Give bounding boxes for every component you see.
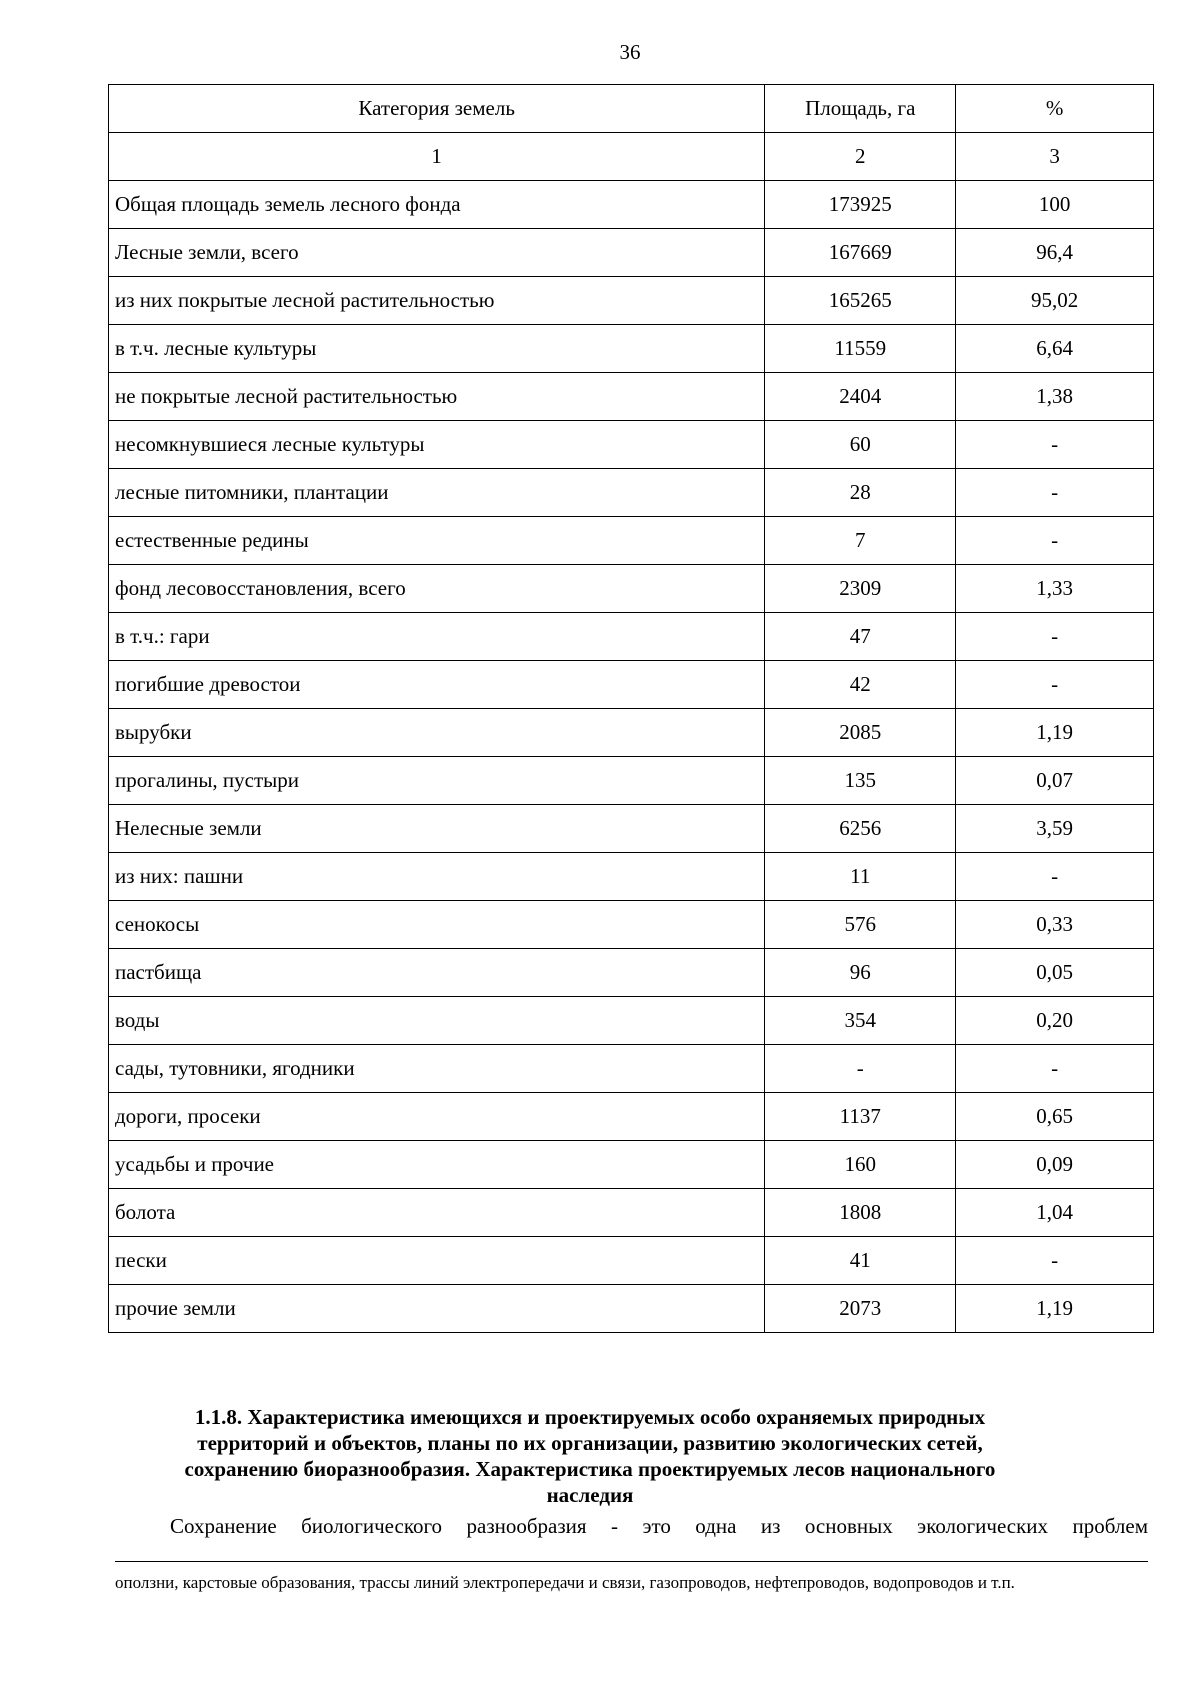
cell-category: вырубки: [109, 709, 765, 757]
table-row: [109, 661, 1154, 709]
footnote-text: оползни, карстовые образования, трассы линий электропередачи и связи, газопроводов, нефтепроводов, водопроводов и т.п.: [115, 1573, 1015, 1592]
cell-category: в т.ч.: гари: [109, 613, 765, 661]
table-row: [109, 1189, 1154, 1237]
cell-area: 11: [765, 853, 956, 901]
section-heading: 1.1.8. Характеристика имеющихся и проектируемых особо охраняемых природных территорий и объектов, планы по их организации, развитию экологических сетей, сохранению биоразнообразия. Характеристика проектируемых лесов национального наследия: [184, 1405, 996, 1507]
cell-percent: 0,20: [956, 997, 1154, 1045]
cell-percent: 0,07: [956, 757, 1154, 805]
header-area: Площадь, га: [765, 85, 956, 133]
cell-area: 173925: [765, 181, 956, 229]
cell-percent: -: [956, 421, 1154, 469]
cell-area: -: [765, 1045, 956, 1093]
column-number-3: 3: [956, 133, 1154, 181]
cell-category: болота: [109, 1189, 765, 1237]
cell-category: в т.ч. лесные культуры: [109, 325, 765, 373]
cell-category: Общая площадь земель лесного фонда: [109, 181, 765, 229]
table-row: [109, 853, 1154, 901]
cell-area: 47: [765, 613, 956, 661]
cell-category: прогалины, пустыри: [109, 757, 765, 805]
cell-area: 7: [765, 517, 956, 565]
table-row: [109, 229, 1154, 277]
table-row: [109, 469, 1154, 517]
table-row: [109, 613, 1154, 661]
cell-area: 42: [765, 661, 956, 709]
cell-category: дороги, просеки: [109, 1093, 765, 1141]
cell-category: естественные редины: [109, 517, 765, 565]
cell-area: 1808: [765, 1189, 956, 1237]
cell-percent: 100: [956, 181, 1154, 229]
cell-percent: 0,09: [956, 1141, 1154, 1189]
table-row: [109, 901, 1154, 949]
cell-percent: 1,38: [956, 373, 1154, 421]
cell-percent: -: [956, 613, 1154, 661]
cell-area: 160: [765, 1141, 956, 1189]
cell-area: 167669: [765, 229, 956, 277]
cell-percent: 1,19: [956, 709, 1154, 757]
cell-category: несомкнувшиеся лесные культуры: [109, 421, 765, 469]
cell-percent: -: [956, 661, 1154, 709]
cell-area: 354: [765, 997, 956, 1045]
column-number-2: 2: [765, 133, 956, 181]
cell-percent: -: [956, 1237, 1154, 1285]
cell-area: 135: [765, 757, 956, 805]
column-number-row: [109, 133, 1154, 181]
table-row: [109, 277, 1154, 325]
cell-percent: -: [956, 853, 1154, 901]
header-percent: %: [956, 85, 1154, 133]
table-row: [109, 709, 1154, 757]
table-row: [109, 757, 1154, 805]
cell-area: 6256: [765, 805, 956, 853]
cell-category: воды: [109, 997, 765, 1045]
table-row: [109, 517, 1154, 565]
cell-category: не покрытые лесной растительностью: [109, 373, 765, 421]
table-row: [109, 1285, 1154, 1333]
cell-category: из них покрытые лесной растительностью: [109, 277, 765, 325]
cell-percent: -: [956, 1045, 1154, 1093]
cell-area: 11559: [765, 325, 956, 373]
cell-area: 2073: [765, 1285, 956, 1333]
cell-category: прочие земли: [109, 1285, 765, 1333]
table-row: [109, 1093, 1154, 1141]
cell-percent: 96,4: [956, 229, 1154, 277]
cell-area: 1137: [765, 1093, 956, 1141]
cell-category: Лесные земли, всего: [109, 229, 765, 277]
table-row: [109, 805, 1154, 853]
cell-category: Нелесные земли: [109, 805, 765, 853]
table-row: [109, 565, 1154, 613]
cell-category: сенокосы: [109, 901, 765, 949]
cell-area: 576: [765, 901, 956, 949]
cell-area: 165265: [765, 277, 956, 325]
cell-percent: -: [956, 469, 1154, 517]
cell-percent: 1,04: [956, 1189, 1154, 1237]
column-number-1: 1: [109, 133, 765, 181]
cell-percent: -: [956, 517, 1154, 565]
cell-category: усадьбы и прочие: [109, 1141, 765, 1189]
table-row: [109, 1045, 1154, 1093]
cell-category: пастбища: [109, 949, 765, 997]
body-paragraph: Сохранение биологического разнообразия - это одна из основных экологических проблем: [170, 1514, 1148, 1538]
cell-percent: 6,64: [956, 325, 1154, 373]
cell-category: сады, тутовники, ягодники: [109, 1045, 765, 1093]
table-row: [109, 181, 1154, 229]
cell-percent: 1,19: [956, 1285, 1154, 1333]
cell-percent: 95,02: [956, 277, 1154, 325]
cell-category: пески: [109, 1237, 765, 1285]
table-row: [109, 1237, 1154, 1285]
table-header-row: [109, 85, 1154, 133]
cell-percent: 0,05: [956, 949, 1154, 997]
cell-category: из них: пашни: [109, 853, 765, 901]
cell-percent: 1,33: [956, 565, 1154, 613]
cell-area: 2404: [765, 373, 956, 421]
header-category: Категория земель: [109, 85, 765, 133]
table-row: [109, 949, 1154, 997]
cell-percent: 0,65: [956, 1093, 1154, 1141]
cell-category: погибшие древостои: [109, 661, 765, 709]
table-row: [109, 997, 1154, 1045]
land-category-table: [108, 84, 1154, 1333]
table-row: [109, 421, 1154, 469]
cell-area: 41: [765, 1237, 956, 1285]
cell-percent: 3,59: [956, 805, 1154, 853]
cell-area: 28: [765, 469, 956, 517]
cell-percent: 0,33: [956, 901, 1154, 949]
footnote-divider: [115, 1561, 1148, 1562]
cell-category: фонд лесовосстановления, всего: [109, 565, 765, 613]
page-number: 36: [619, 40, 641, 64]
table-row: [109, 325, 1154, 373]
table-row: [109, 373, 1154, 421]
cell-area: 60: [765, 421, 956, 469]
table-row: [109, 1141, 1154, 1189]
cell-area: 96: [765, 949, 956, 997]
cell-category: лесные питомники, плантации: [109, 469, 765, 517]
cell-area: 2309: [765, 565, 956, 613]
cell-area: 2085: [765, 709, 956, 757]
